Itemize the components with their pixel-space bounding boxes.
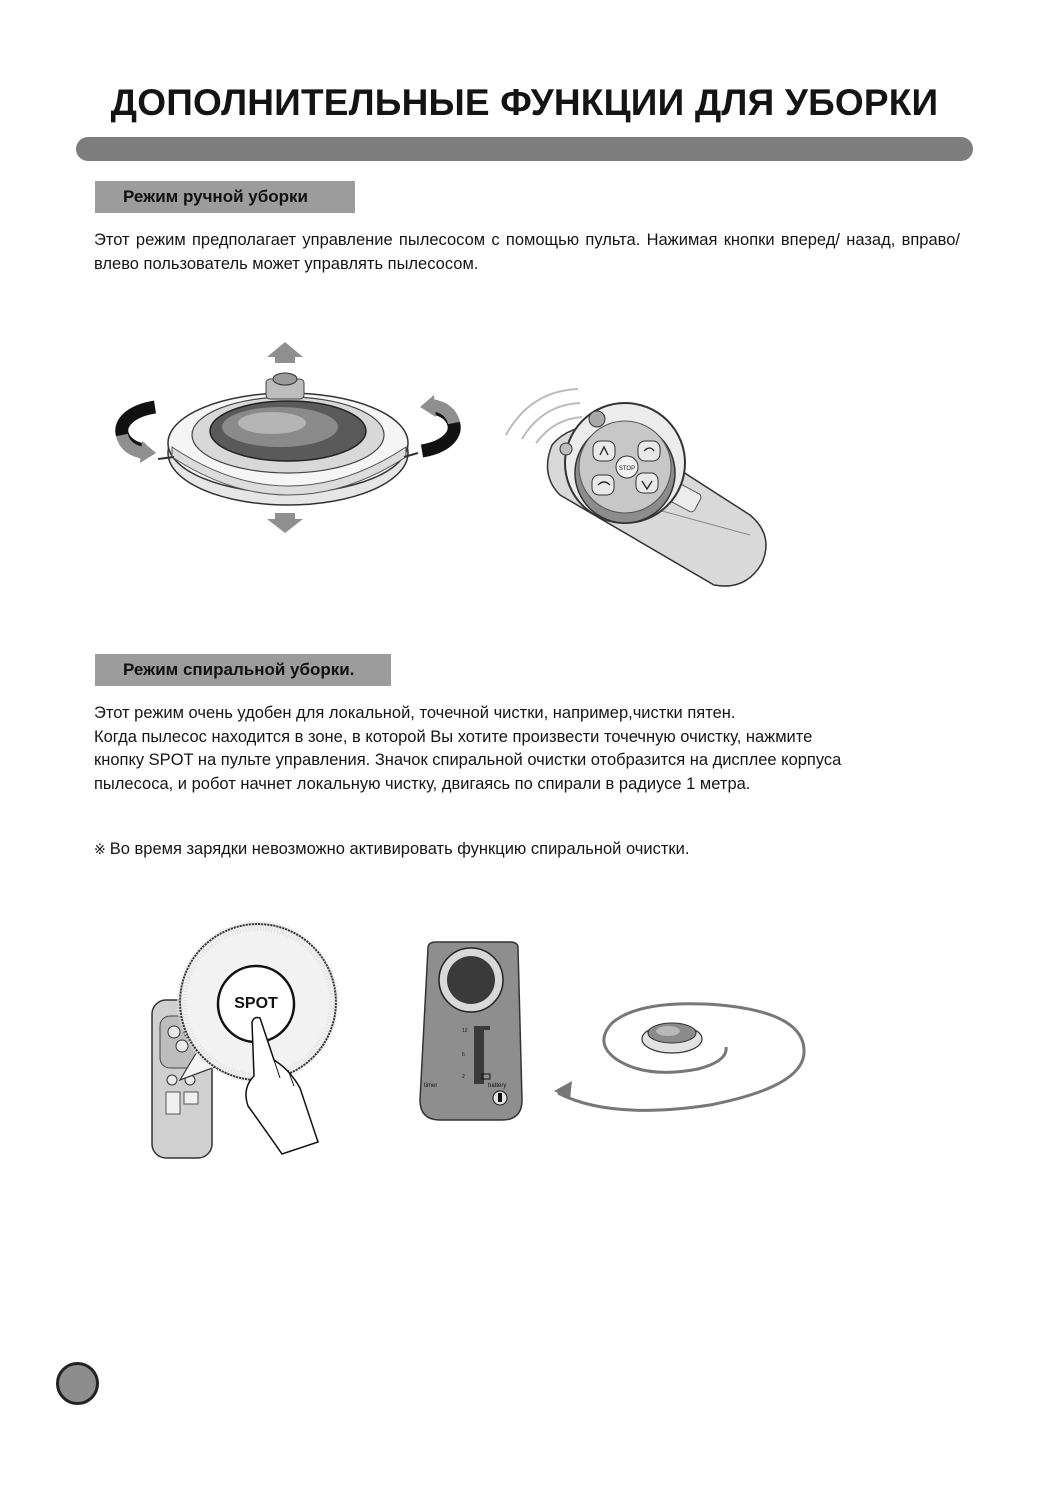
battery-label: battery xyxy=(488,1083,507,1089)
rotate-right-icon xyxy=(420,395,454,451)
spiral-path-illustration xyxy=(550,995,810,1120)
timer-scale-2: 2 xyxy=(462,1074,465,1080)
charging-note xyxy=(94,840,689,859)
spiral-text-line: Этот режим очень удобен для локальной, точечной чистки, например,чистки пятен. xyxy=(94,704,736,722)
page-number-badge xyxy=(56,1362,99,1405)
timer-label: timer xyxy=(424,1083,438,1089)
spiral-path-icon xyxy=(554,1004,804,1111)
battery-icon xyxy=(493,1091,507,1105)
spiral-mode-heading: Режим спиральной уборки. xyxy=(95,654,391,686)
manual-mode-text: Этот режим предполагает управление пылесосом с помощью пульта. Нажимая кнопки вперед/ назад, вправо/влево пользователь может управлять пылесосом. xyxy=(94,231,960,273)
title-divider-bar xyxy=(76,137,973,161)
spot-remote-illustration xyxy=(150,920,365,1162)
note-mark: ※ xyxy=(94,841,106,857)
manual-mode-heading: Режим ручной уборки xyxy=(95,181,355,213)
stop-key-label: STOP xyxy=(618,466,636,472)
timer-scale-6: 6 xyxy=(462,1052,465,1058)
spiral-text-line: пылесоса, и робот начнет локальную чистку, двигаясь по спирали в радиусе 1 метра. xyxy=(94,774,751,793)
arrow-backward-icon xyxy=(267,513,303,533)
arrow-forward-icon xyxy=(267,342,303,363)
note-text: Во время зарядки невозможно активировать функцию спиральной очистки. xyxy=(109,840,690,858)
display-panel-illustration xyxy=(418,940,528,1122)
timer-scale-12: 12 xyxy=(462,1028,468,1034)
robot-vacuum-illustration xyxy=(110,335,470,540)
spiral-text-line: Когда пылесос находится в зоне, в которой Вы хотите произвести точечную очистку, нажмите xyxy=(94,727,813,746)
spiral-text-line: кнопку SPOT на пульте управления. Значок спиральной очистки отобразится на дисплее корпуса xyxy=(94,751,842,769)
spiral-mode-text xyxy=(94,702,960,796)
spot-button-label: SPOT xyxy=(234,995,278,1012)
rotate-left-icon xyxy=(122,407,156,463)
remote-control-illustration xyxy=(500,385,780,595)
page-title: ДОПОЛНИТЕЛЬНЫЕ ФУНКЦИИ ДЛЯ УБОРКИ xyxy=(110,82,939,123)
